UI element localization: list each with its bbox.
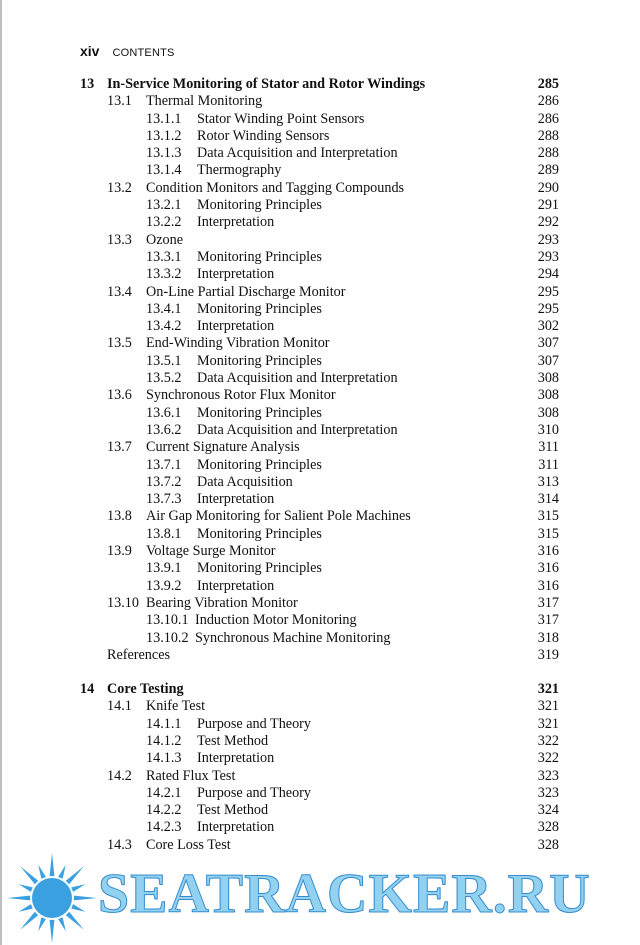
toc-sec-entry (0, 284, 640, 301)
toc-chap-num: 13 (80, 76, 95, 92)
toc-sub-entry (0, 474, 640, 491)
watermark-text: SEATRACKER.RU (98, 863, 591, 925)
toc-sub-entry (0, 145, 640, 162)
toc-sub-page: 314 (537, 491, 559, 508)
toc-sub-page: 289 (537, 162, 559, 179)
toc-sub-page: 307 (537, 352, 559, 369)
toc-sec-page: 286 (537, 93, 559, 110)
toc-sub-entry (0, 266, 640, 283)
toc-sec-page: 308 (537, 387, 559, 404)
toc-sec-title: Rated Flux Test (146, 767, 236, 784)
sun-ray (19, 904, 33, 912)
toc-sub-entry (0, 128, 640, 145)
toc-sub-page: 316 (537, 577, 559, 594)
toc-sec-title: Ozone (146, 231, 184, 248)
toc-sub-num: 13.5.1 (146, 352, 182, 369)
toc-sec-entry (0, 93, 640, 110)
toc-chap-title: Core Testing (107, 681, 184, 698)
toc-sub-num: 13.4.1 (146, 300, 182, 317)
toc-sub-entry (0, 491, 640, 508)
toc-sec-title: Condition Monitors and Tagging Compounds (146, 179, 405, 196)
sun-ray (50, 920, 55, 943)
toc-sub-entry (0, 111, 640, 128)
toc-sec-page: 293 (537, 231, 559, 248)
sun-ray (58, 865, 66, 879)
toc-sub-title: Interpretation (197, 819, 275, 836)
toc-sub-num: 14.1.3 (146, 750, 182, 767)
toc-sec-entry (0, 698, 640, 715)
toc-sub-entry (0, 214, 640, 231)
toc-sub-title: Thermography (197, 162, 282, 179)
toc-sec-num: 13.9 (107, 543, 132, 560)
toc-sec-num: 14.3 (107, 836, 132, 853)
chapter-gap (0, 664, 640, 681)
toc-sub-entry (0, 802, 640, 819)
sun-ray (66, 912, 84, 930)
toc-sub-entry (0, 630, 640, 647)
toc-sec-entry (0, 232, 640, 249)
toc-sub-page: 308 (537, 370, 559, 387)
toc-sub-num: 14.2.3 (146, 819, 182, 836)
toc-sub-page: 322 (537, 750, 559, 767)
toc-sec-title: Knife Test (146, 698, 206, 715)
toc-chap-entry (0, 681, 640, 698)
toc-sec-title: End-Winding Vibration Monitor (146, 335, 330, 352)
toc-sec-page: 307 (537, 335, 559, 352)
toc-sub-page: 316 (537, 560, 559, 577)
toc-sub-title: Interpretation (197, 577, 275, 594)
toc-sub-title: Interpretation (197, 750, 275, 767)
toc-sec-page: 328 (537, 836, 559, 853)
toc-chap-entry (0, 76, 640, 93)
toc-sub-page: 321 (537, 715, 559, 732)
running-head-title: CONTENTS (112, 47, 175, 59)
toc-sub-entry (0, 405, 640, 422)
toc-sub-num: 13.1.2 (146, 127, 182, 144)
toc-sub-title: Rotor Winding Sensors (197, 127, 330, 144)
toc-sub-num: 13.1.1 (146, 110, 182, 127)
toc-sec-page: 323 (537, 767, 559, 784)
toc-sub-num: 13.4.2 (146, 318, 182, 335)
sun-logo-icon (6, 852, 98, 944)
toc-sec-page: 295 (537, 283, 559, 300)
toc-sec-num: 14.2 (107, 767, 132, 784)
toc-sub-num: 13.7.2 (146, 473, 182, 490)
toc-sub-num: 13.5.2 (146, 370, 182, 387)
toc-sub-title: Monitoring Principles (197, 525, 322, 542)
toc-sub-num: 13.9.1 (146, 560, 182, 577)
toc-sub-title: Monitoring Principles (197, 456, 322, 473)
toc-sec-title: Core Loss Test (146, 836, 231, 853)
toc-sub-page: 302 (537, 318, 559, 335)
toc-sub-entry (0, 578, 640, 595)
toc-sec-title: Air Gap Monitoring for Salient Pole Machines (146, 508, 411, 525)
toc-sec-num: 13.5 (107, 335, 132, 352)
sun-ray (38, 865, 46, 879)
toc-sub-page: 311 (538, 456, 559, 473)
toc-sec-page: 316 (537, 543, 559, 560)
toc-sec-entry (0, 543, 640, 560)
toc-sub-num: 13.6.2 (146, 421, 182, 438)
toc-sub-entry (0, 353, 640, 370)
toc-sub-page: 323 (537, 784, 559, 801)
toc-sub-title: Interpretation (197, 266, 275, 283)
toc-sec-entry (0, 768, 640, 785)
toc-sub-title: Monitoring Principles (197, 352, 322, 369)
toc-sub-title: Stator Winding Point Sensors (197, 110, 365, 127)
toc-sub-entry (0, 819, 640, 836)
sun-ray (66, 866, 84, 884)
toc-sub-entry (0, 612, 640, 629)
toc-sub-num: 13.3.2 (146, 266, 182, 283)
toc-sec-page: 290 (537, 179, 559, 196)
toc-sub-title: Monitoring Principles (197, 300, 322, 317)
toc-sub-title: Data Acquisition (197, 473, 293, 490)
toc-sub-num: 13.9.2 (146, 577, 182, 594)
toc-sub-page: 291 (537, 197, 559, 214)
toc-sub-page: 288 (537, 145, 559, 162)
toc-sec-num: 13.6 (107, 387, 132, 404)
toc-sec-entry (0, 595, 640, 612)
toc-sec-num: 13.8 (107, 508, 132, 525)
sun-ray (74, 896, 97, 901)
toc-sec-page: 321 (537, 698, 559, 715)
toc-sub-page: 318 (537, 629, 559, 646)
toc-sec-title: Bearing Vibration Monitor (146, 594, 298, 611)
toc-refs-page: 319 (537, 646, 559, 663)
toc-sec-entry (0, 387, 640, 404)
sun-ray (38, 917, 46, 931)
toc-sub-num: 13.2.1 (146, 197, 182, 214)
sun-ray (50, 853, 55, 876)
toc-chap-page: 285 (537, 76, 559, 92)
toc-sub-num: 13.8.1 (146, 525, 182, 542)
toc-sub-entry (0, 457, 640, 474)
toc-sub-num: 13.6.1 (146, 404, 182, 421)
toc-chap-num: 14 (80, 681, 95, 698)
toc-sub-num: 14.1.1 (146, 715, 182, 732)
toc-chap-page: 321 (537, 681, 559, 698)
toc-sub-page: 328 (537, 819, 559, 836)
toc-sub-page: 310 (537, 421, 559, 438)
toc-sub-page: 288 (537, 127, 559, 144)
toc-sub-page: 286 (537, 110, 559, 127)
page-folio: xiv (80, 43, 100, 59)
toc-sec-page: 317 (537, 594, 559, 611)
toc-sub-entry (0, 785, 640, 802)
toc-sub-entry (0, 162, 640, 179)
toc-sub-entry (0, 318, 640, 335)
toc-refs-entry (0, 647, 640, 664)
sun-ray (19, 884, 33, 892)
toc-sec-entry (0, 335, 640, 352)
running-head (80, 43, 175, 61)
toc-sec-entry (0, 508, 640, 525)
sun-ray (20, 866, 38, 884)
toc-sec-title: On-Line Partial Discharge Monitor (146, 283, 346, 300)
toc-sub-title: Synchronous Machine Monitoring (195, 629, 391, 646)
toc-sub-num: 13.2.2 (146, 214, 182, 231)
toc-sub-num: 14.2.2 (146, 802, 182, 819)
toc-sub-page: 324 (537, 802, 559, 819)
toc-sub-title: Purpose and Theory (197, 784, 312, 801)
toc-sub-title: Interpretation (197, 491, 275, 508)
toc-refs-title: References (107, 646, 171, 663)
toc-sub-page: 293 (537, 248, 559, 265)
sun-ray (71, 904, 85, 912)
toc-sec-num: 14.1 (107, 698, 132, 715)
toc-sub-entry (0, 526, 640, 543)
toc-sub-title: Test Method (197, 732, 269, 749)
toc-sub-title: Data Acquisition and Interpretation (197, 370, 398, 387)
toc-sub-page: 294 (537, 266, 559, 283)
toc-sec-title: Synchronous Rotor Flux Monitor (146, 387, 336, 404)
toc-sub-page: 315 (537, 525, 559, 542)
toc-sub-page: 322 (537, 732, 559, 749)
toc-sub-entry (0, 716, 640, 733)
toc-sec-entry (0, 180, 640, 197)
toc-sub-num: 13.7.3 (146, 491, 182, 508)
sun-ray (7, 896, 30, 901)
toc-sub-entry (0, 560, 640, 577)
toc-sub-entry (0, 370, 640, 387)
toc-sub-page: 295 (537, 300, 559, 317)
toc-sec-num: 13.4 (107, 283, 132, 300)
toc-sub-title: Induction Motor Monitoring (195, 612, 357, 629)
toc-sec-num: 13.1 (107, 93, 132, 110)
toc-sec-page: 311 (538, 439, 559, 456)
toc-sub-title: Data Acquisition and Interpretation (197, 145, 398, 162)
toc-sub-title: Test Method (197, 802, 269, 819)
toc-sec-title: Thermal Monitoring (146, 93, 263, 110)
table-of-contents (0, 76, 640, 854)
toc-sec-num: 13.2 (107, 179, 132, 196)
toc-sub-entry (0, 249, 640, 266)
toc-sub-title: Purpose and Theory (197, 715, 312, 732)
toc-sec-num: 13.3 (107, 231, 132, 248)
toc-sub-page: 317 (537, 612, 559, 629)
toc-sub-entry (0, 422, 640, 439)
toc-chap-title: In-Service Monitoring of Stator and Rotor Windings (107, 76, 426, 92)
toc-sub-num: 13.3.1 (146, 248, 182, 265)
toc-sub-page: 313 (537, 473, 559, 490)
toc-sub-entry (0, 750, 640, 767)
toc-sec-title: Current Signature Analysis (146, 439, 300, 456)
toc-sub-num: 13.10.1 (146, 612, 189, 629)
toc-sub-title: Data Acquisition and Interpretation (197, 421, 398, 438)
toc-sub-title: Interpretation (197, 214, 275, 231)
toc-sec-num: 13.10 (107, 594, 139, 611)
toc-sub-num: 13.10.2 (146, 629, 189, 646)
toc-sub-num: 14.2.1 (146, 784, 182, 801)
sun-ray (58, 917, 66, 931)
toc-sub-entry (0, 733, 640, 750)
toc-sub-page: 308 (537, 404, 559, 421)
sun-ray (71, 884, 85, 892)
toc-sub-num: 13.1.3 (146, 145, 182, 162)
toc-sub-title: Monitoring Principles (197, 197, 322, 214)
toc-sub-title: Interpretation (197, 318, 275, 335)
toc-sub-title: Monitoring Principles (197, 560, 322, 577)
toc-sub-num: 13.1.4 (146, 162, 182, 179)
toc-sec-num: 13.7 (107, 439, 132, 456)
toc-sec-title: Voltage Surge Monitor (146, 543, 276, 560)
toc-sec-page: 315 (537, 508, 559, 525)
toc-sub-title: Monitoring Principles (197, 404, 322, 421)
toc-sub-entry (0, 197, 640, 214)
toc-sub-num: 13.7.1 (146, 456, 182, 473)
toc-sub-entry (0, 301, 640, 318)
toc-sub-page: 292 (537, 214, 559, 231)
toc-sec-entry (0, 439, 640, 456)
watermark (0, 846, 640, 945)
toc-sub-title: Monitoring Principles (197, 248, 322, 265)
sun-ray (20, 912, 38, 930)
toc-sub-num: 14.1.2 (146, 732, 182, 749)
